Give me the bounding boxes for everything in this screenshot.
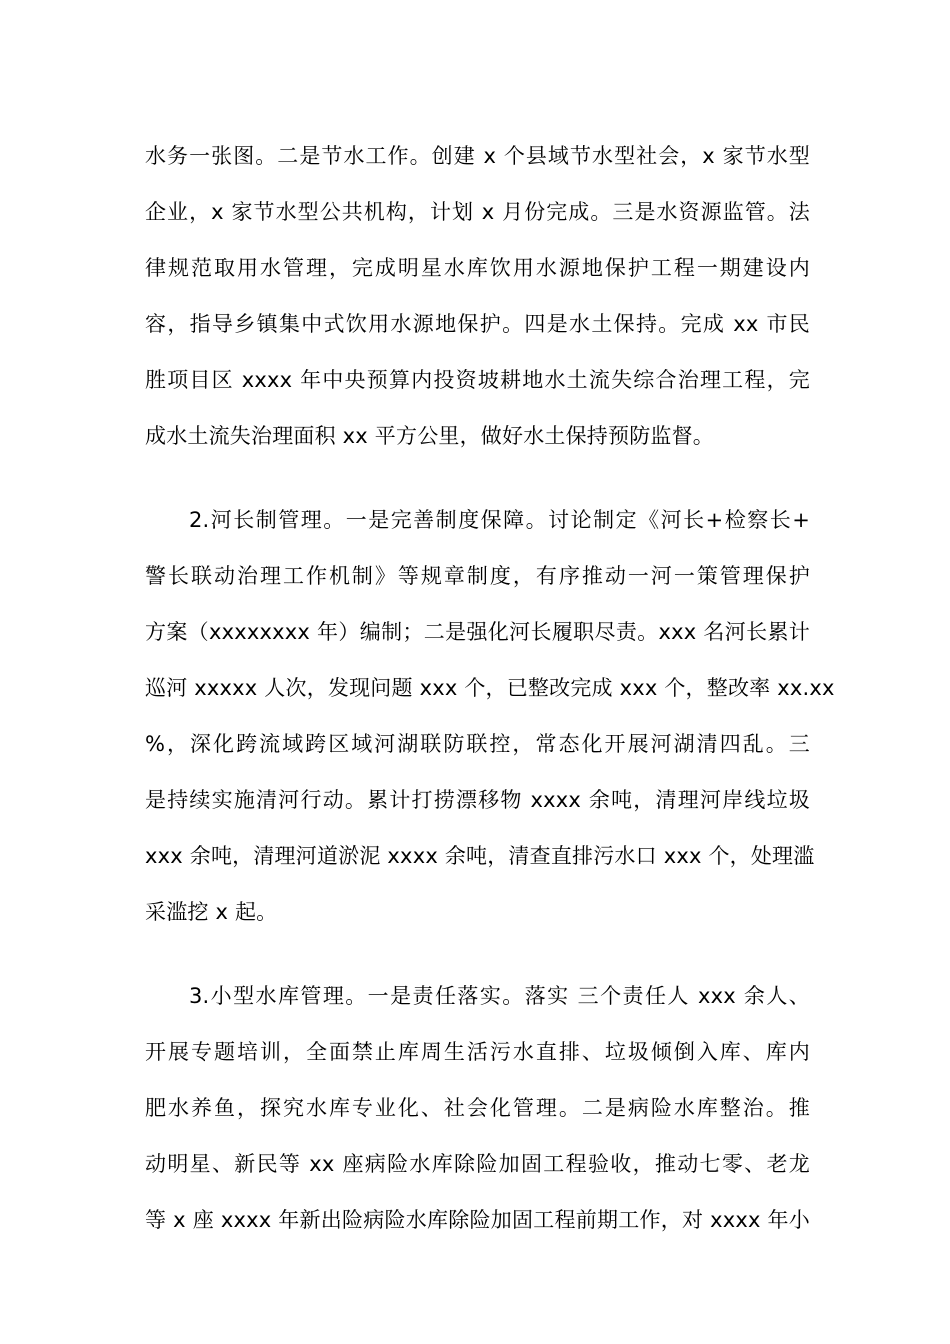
text-line: xxx 余吨，清理河道淤泥 xxxx 余吨，清查直排污水口 xxx 个，处理滥 (145, 844, 815, 868)
text-line: 2.河长制管理。一是完善制度保障。讨论制定《河长+检察长+ (189, 508, 810, 532)
text-line: 容，指导乡镇集中式饮用水源地保护。四是水土保持。完成 xx 市民 (145, 312, 810, 336)
text-line: 3.小型水库管理。一是责任落实。落实 三个责任人 xxx 余人、 (189, 984, 810, 1008)
text-line: 企业，x 家节水型公共机构，计划 x 月份完成。三是水资源监管。法 (145, 200, 810, 224)
text-line: 开展专题培训，全面禁止库周生活污水直排、垃圾倾倒入库、库内 (145, 1040, 810, 1064)
paragraph-small-reservoir (145, 968, 810, 1248)
text-line: 方案（xxxxxxxx 年）编制；二是强化河长履职尽责。xxx 名河长累计 (145, 620, 810, 644)
text-line: 警长联动治理工作机制》等规章制度，有序推动一河一策管理保护 (145, 564, 810, 588)
text-line: 胜项目区 xxxx 年中央预算内投资坡耕地水土流失综合治理工程，完 (145, 368, 810, 392)
paragraph-spacer (145, 464, 810, 492)
text-line: 水务一张图。二是节水工作。创建 x 个县域节水型社会，x 家节水型 (145, 144, 810, 168)
document-body (145, 128, 835, 1248)
paragraph-spacer (145, 940, 810, 968)
text-line: 巡河 xxxxx 人次，发现问题 xxx 个，已整改完成 xxx 个，整改率 xx.xx (145, 676, 835, 700)
text-line: %，深化跨流域跨区域河湖联防联控，常态化开展河湖清四乱。三 (145, 732, 810, 756)
text-line: 肥水养鱼，探究水库专业化、社会化管理。二是病险水库整治。推 (145, 1096, 810, 1120)
text-line: 采滥挖 x 起。 (145, 900, 278, 924)
text-line: 成水土流失治理面积 xx 平方公里，做好水土保持预防监督。 (145, 424, 715, 448)
text-line: 动明星、新民等 xx 座病险水库除险加固工程验收，推动七零、老龙 (145, 1152, 810, 1176)
text-line: 等 x 座 xxxx 年新出险病险水库除险加固工程前期工作，对 xxxx 年小 (145, 1208, 810, 1232)
text-line: 律规范取用水管理，完成明星水库饮用水源地保护工程一期建设内 (145, 256, 810, 280)
paragraph-water-resources (145, 128, 810, 464)
paragraph-river-chief (145, 492, 835, 940)
text-line: 是持续实施清河行动。累计打捞漂移物 xxxx 余吨，清理河岸线垃圾 (145, 788, 810, 812)
